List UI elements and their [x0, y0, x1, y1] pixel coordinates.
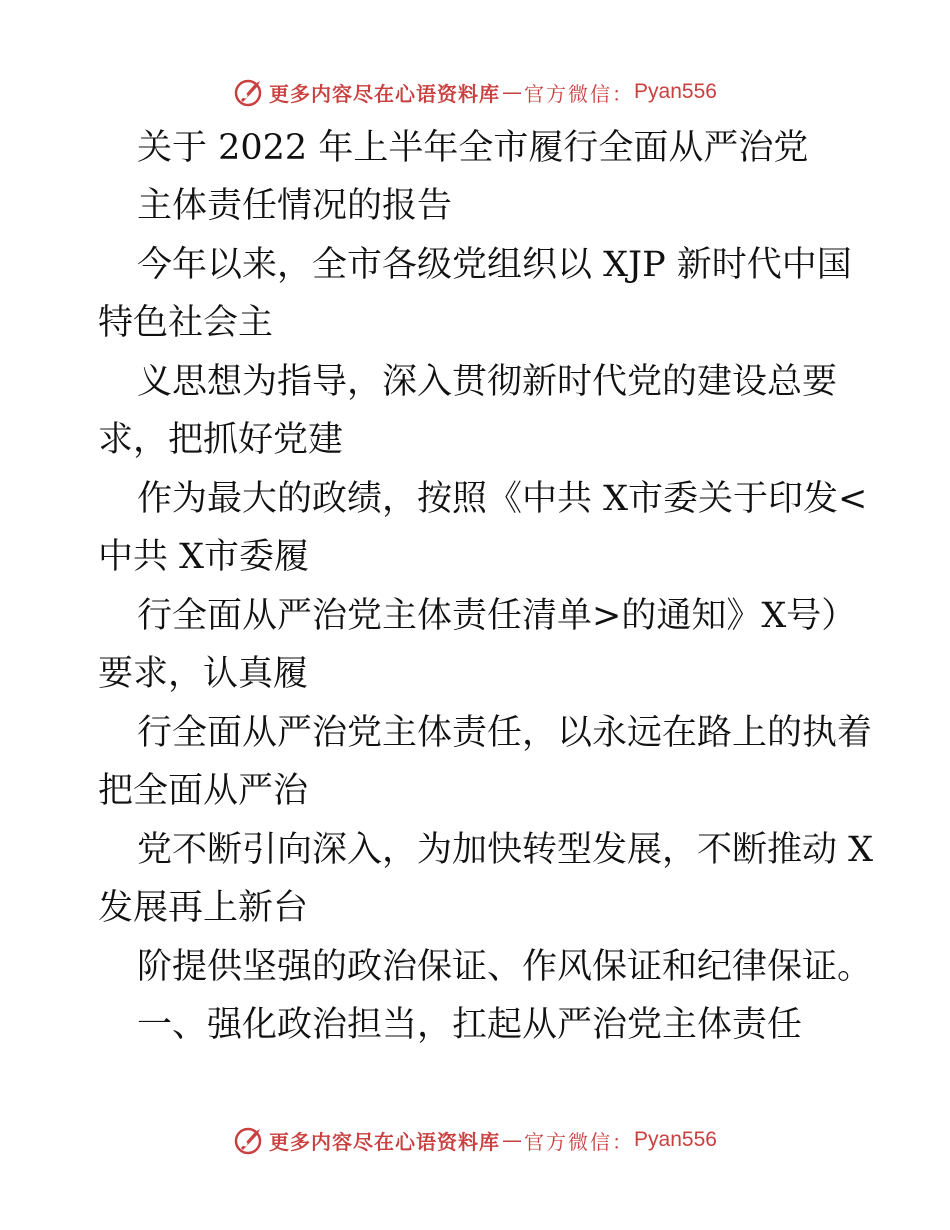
- banner-wechat-id: Pyan556: [634, 1128, 717, 1151]
- body-line: 阶提供坚强的政治保证、作风保证和纪律保证。: [137, 947, 873, 987]
- banner-main-text: 更多内容尽在心语资料库: [269, 1129, 501, 1154]
- document-title-line-2: 主体责任情况的报告: [137, 186, 453, 226]
- body-line: 作为最大的政绩，按照《中共 X市委关于印发<: [137, 479, 868, 519]
- section-heading: 一、强化政治担当，扛起从严治党主体责任: [137, 1005, 803, 1045]
- body-line: 义思想为指导，深入贯彻新时代党的建设总要: [137, 362, 838, 402]
- body-line: 行全面从严治党主体责任，以永远在路上的执着: [137, 713, 873, 753]
- body-line: 今年以来，全市各级党组织以 XJP 新时代中国: [137, 245, 852, 285]
- banner-wechat-label: 官方微信：: [524, 1129, 635, 1154]
- body-line: 行全面从严治党主体责任清单>的通知》X号）: [137, 596, 857, 636]
- banner-main-text: 更多内容尽在心语资料库: [269, 81, 501, 106]
- footer-watermark-banner: [0, 1120, 950, 1160]
- banner-wechat-label: 官方微信：: [524, 81, 635, 106]
- pen-logo-icon: [233, 1124, 265, 1156]
- body-line: 特色社会主: [98, 303, 274, 343]
- body-line: 党不断引向深入，为加快转型发展，不断推动 X: [137, 830, 874, 870]
- banner-wechat-id: Pyan556: [634, 80, 717, 103]
- body-line: 中共 X市委履: [98, 537, 310, 577]
- body-line: 求，把抓好党建: [98, 420, 344, 460]
- banner-dash: —: [502, 1128, 523, 1152]
- body-line: 发展再上新台: [98, 888, 309, 928]
- document-title-line-1: 关于 2022 年上半年全市履行全面从严治党: [137, 128, 809, 168]
- body-line: 把全面从严治: [98, 771, 309, 811]
- banner-dash: —: [502, 80, 523, 104]
- body-line: 要求，认真履: [98, 654, 309, 694]
